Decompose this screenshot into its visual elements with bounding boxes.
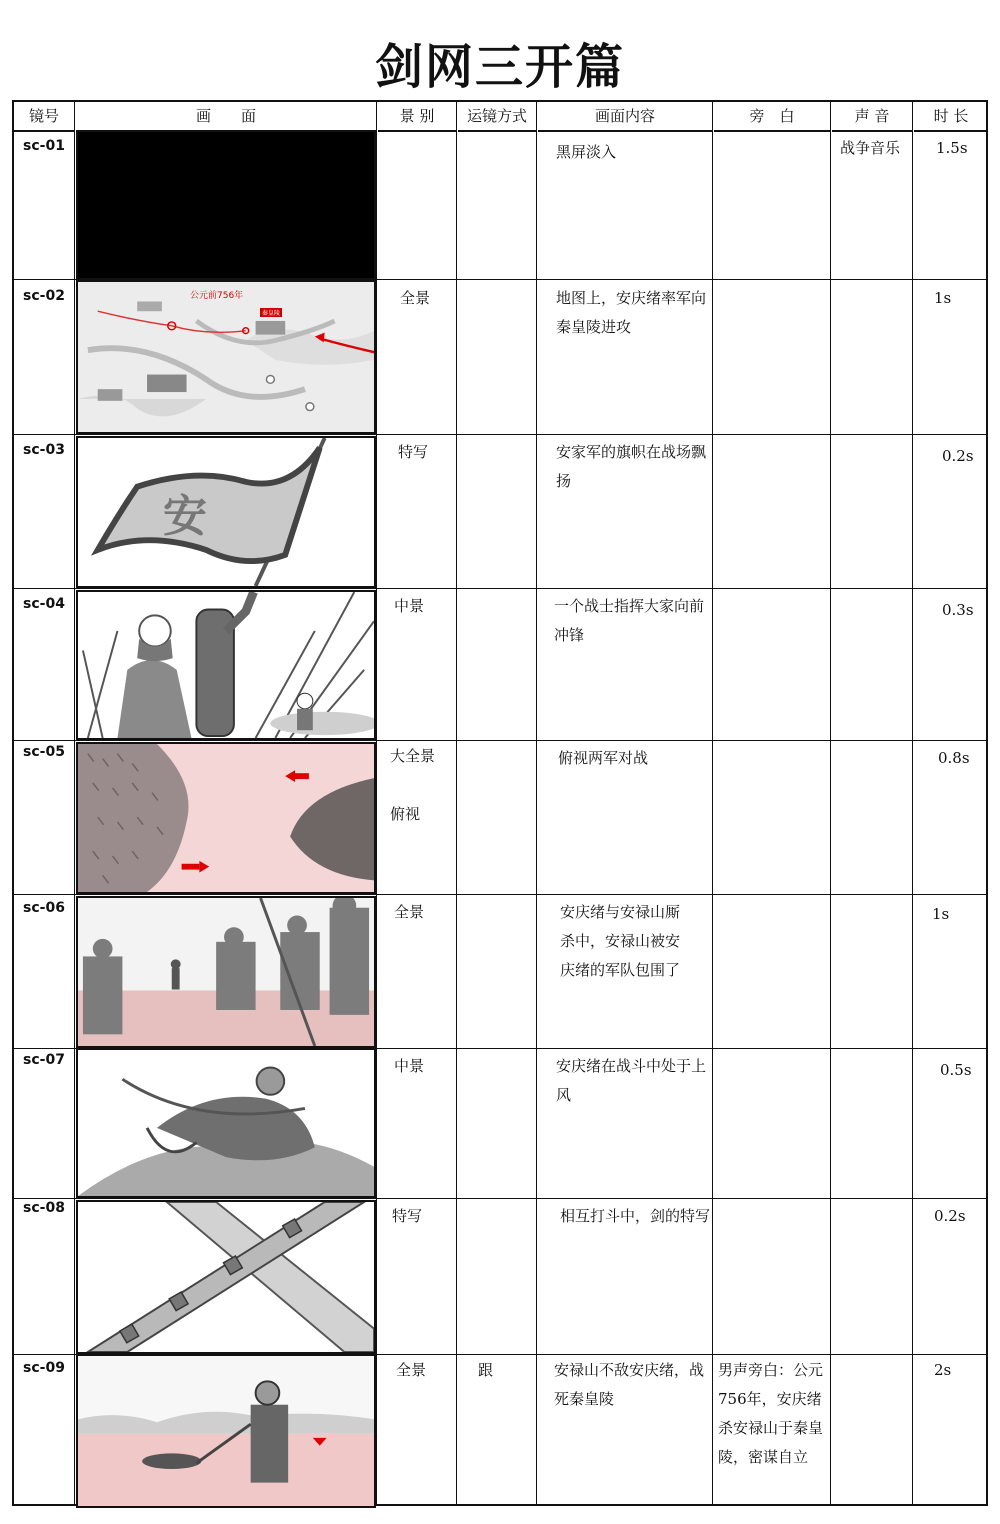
column-divider <box>830 102 831 1504</box>
duration-text: 1s <box>934 289 952 307</box>
duration-text: 0.5s <box>940 1061 972 1079</box>
angle-text: 俯视 <box>390 805 421 823</box>
shot-id: sc-08 <box>23 1200 65 1216</box>
page-title: 剑网三开篇 <box>374 39 625 95</box>
column-divider <box>912 102 913 1504</box>
column-divider <box>456 102 457 1504</box>
shot-size-text: 中景 <box>394 597 425 615</box>
shot-size-text: 全景 <box>394 903 425 921</box>
column-divider <box>536 102 537 1504</box>
frame-encirclement <box>76 896 376 1048</box>
duration-text: 0.2s <box>934 1207 966 1225</box>
frame-cavalry <box>76 1048 376 1198</box>
header-narration: 旁 白 <box>714 102 830 132</box>
content-text: 俯视两军对战 <box>558 749 649 767</box>
frame-armies-overhead <box>76 742 376 894</box>
shot-id: sc-09 <box>23 1360 65 1376</box>
map-year-label: 公元前756年 <box>190 291 244 301</box>
narration-text: 男声旁白：公元756年，安庆绪杀安禄山于秦皇陵，密谋自立 <box>718 1361 824 1466</box>
duration-text: 0.3s <box>942 601 974 619</box>
row-divider <box>14 434 986 435</box>
column-divider <box>376 102 377 1504</box>
content-text: 黑屏淡入 <box>556 143 617 161</box>
banner-character: 安 <box>163 491 207 542</box>
storyboard-table <box>12 100 988 1506</box>
row-divider <box>14 740 986 741</box>
row-divider <box>14 588 986 589</box>
frame-soldier-charge <box>76 590 376 740</box>
header-content: 画面内容 <box>538 102 712 132</box>
map-tag: 秦皇陵 <box>262 310 281 317</box>
header-duration: 时 长 <box>914 102 988 132</box>
column-divider <box>74 102 75 1504</box>
content-text: 安庆绪在战斗中处于上风 <box>556 1057 707 1104</box>
content-text: 一个战士指挥大家向前冲锋 <box>554 597 705 644</box>
content-text: 地图上，安庆绪率军向秦皇陵进攻 <box>556 289 707 336</box>
camera-move-text: 跟 <box>478 1361 494 1379</box>
header-shot-size: 景 别 <box>378 102 456 132</box>
content-text: 相互打斗中，剑的特写 <box>560 1207 711 1225</box>
header-sound: 声 音 <box>832 102 912 132</box>
frame-map <box>76 280 376 434</box>
shot-id: sc-02 <box>23 288 65 304</box>
shot-size-text: 大全景 <box>390 747 436 765</box>
content-text: 安家军的旗帜在战场飘扬 <box>556 443 707 490</box>
content-text: 安庆绪与安禄山厮杀中，安禄山被安庆绪的军队包围了 <box>560 903 681 979</box>
duration-text: 2s <box>934 1361 952 1379</box>
frame-final-strike <box>76 1354 376 1508</box>
header-frame: 画 面 <box>76 102 376 132</box>
frame-black-screen <box>76 130 376 280</box>
shot-size-text: 全景 <box>400 289 431 307</box>
frame-sword-closeup <box>76 1200 376 1354</box>
shot-id: sc-07 <box>23 1052 65 1068</box>
shot-id: sc-06 <box>23 900 65 916</box>
shot-id: sc-03 <box>23 442 65 458</box>
duration-text: 1s <box>932 905 950 923</box>
duration-text: 0.8s <box>938 749 970 767</box>
shot-id: sc-04 <box>23 596 65 612</box>
shot-size-text: 特写 <box>392 1207 423 1225</box>
shot-size-text: 中景 <box>394 1057 425 1075</box>
header-camera-move: 运镜方式 <box>458 102 536 132</box>
shot-size-text: 全景 <box>396 1361 427 1379</box>
duration-text: 1.5s <box>936 139 968 157</box>
column-divider <box>712 102 713 1504</box>
shot-id: sc-05 <box>23 744 65 760</box>
header-shot-number: 镜号 <box>14 102 74 132</box>
row-divider <box>14 894 986 895</box>
sound-text: 战争音乐 <box>840 139 901 157</box>
shot-size-text: 特写 <box>398 443 429 461</box>
shot-id: sc-01 <box>23 138 65 154</box>
duration-text: 0.2s <box>942 447 974 465</box>
row-divider <box>14 1198 986 1199</box>
content-text: 安禄山不敌安庆绪，战死秦皇陵 <box>554 1361 705 1408</box>
frame-banner <box>76 436 376 588</box>
